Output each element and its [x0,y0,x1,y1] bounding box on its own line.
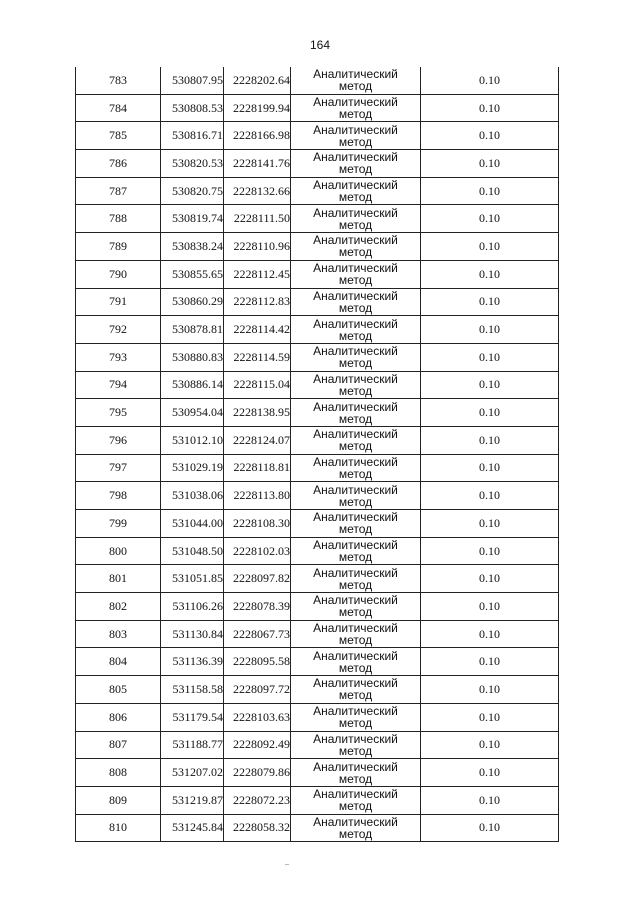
y-coordinate-cell: 2228108.30 [224,510,291,538]
precision-cell: 0.10 [421,786,559,814]
precision-cell: 0.10 [421,814,559,842]
precision-cell: 0.10 [421,731,559,759]
method-text-line: Аналитический [313,399,398,414]
point-number-cell: 810 [76,814,161,842]
point-number-cell: 787 [76,177,161,205]
precision-cell: 0.10 [421,399,559,427]
table-row [76,537,559,565]
precision-cell: 0.10 [421,703,559,731]
method-cell [291,150,421,178]
y-coordinate-cell: 2228114.42 [224,316,291,344]
method-cell [291,67,421,94]
method-text-line: метод [338,328,373,343]
y-coordinate-cell: 2228141.76 [224,150,291,178]
precision-cell: 0.10 [421,260,559,288]
method-text-line: метод [338,134,373,149]
precision-cell: 0.10 [421,371,559,399]
method-text-line: метод [338,660,373,675]
method-cell [291,288,421,316]
point-number-cell: 802 [76,593,161,621]
x-coordinate-cell: 530816.71 [161,122,224,150]
y-coordinate-cell: 2228097.82 [224,565,291,593]
table-row [76,426,559,454]
method-text-line: метод [338,411,373,426]
y-coordinate-cell: 2228067.73 [224,620,291,648]
x-coordinate-cell: 530954.04 [161,399,224,427]
y-coordinate-cell: 2228166.98 [224,122,291,150]
point-number-cell: 785 [76,122,161,150]
y-coordinate-cell: 2228072.23 [224,786,291,814]
method-text-line: Аналитический [313,759,398,774]
method-cell [291,343,421,371]
y-coordinate-cell: 2228097.72 [224,676,291,704]
method-text-line: Аналитический [313,122,398,137]
point-number-cell: 783 [76,67,161,94]
coordinates-table-body [76,67,559,842]
x-coordinate-cell: 531207.02 [161,759,224,787]
x-coordinate-cell: 531245.84 [161,814,224,842]
x-coordinate-cell: 530808.53 [161,94,224,122]
method-cell [291,371,421,399]
method-cell [291,260,421,288]
point-number-cell: 798 [76,482,161,510]
method-text-line: Аналитический [313,814,398,829]
method-cell [291,648,421,676]
method-text-line: метод [338,688,373,703]
method-text-line: метод [338,633,373,648]
method-text-line: метод [338,356,373,371]
point-number-cell: 791 [76,288,161,316]
method-cell [291,177,421,205]
table-row [76,288,559,316]
method-text-line: метод [338,716,373,731]
table-row [76,399,559,427]
point-number-cell: 808 [76,759,161,787]
method-cell [291,565,421,593]
method-text-line: Аналитический [313,676,398,691]
precision-cell: 0.10 [421,426,559,454]
method-cell [291,122,421,150]
point-number-cell: 789 [76,233,161,261]
table-row [76,454,559,482]
point-number-cell: 803 [76,620,161,648]
precision-cell: 0.10 [421,676,559,704]
point-number-cell: 800 [76,537,161,565]
table-row [76,316,559,344]
method-cell [291,759,421,787]
table-row [76,648,559,676]
precision-cell: 0.10 [421,648,559,676]
x-coordinate-cell: 531048.50 [161,537,224,565]
x-coordinate-cell: 531179.54 [161,703,224,731]
y-coordinate-cell: 2228078.39 [224,593,291,621]
x-coordinate-cell: 530880.83 [161,343,224,371]
table-row [76,260,559,288]
method-cell [291,454,421,482]
method-cell [291,731,421,759]
y-coordinate-cell: 2228138.95 [224,399,291,427]
precision-cell: 0.10 [421,759,559,787]
x-coordinate-cell: 531051.85 [161,565,224,593]
table-row [76,676,559,704]
method-cell [291,205,421,233]
method-cell [291,426,421,454]
y-coordinate-cell: 2228112.45 [224,260,291,288]
method-text-line: метод [338,300,373,315]
method-text-line: метод [338,79,373,94]
point-number-cell: 804 [76,648,161,676]
y-coordinate-cell: 2228079.86 [224,759,291,787]
method-text-line: метод [338,605,373,620]
method-text-line: Аналитический [313,704,398,719]
y-coordinate-cell: 2228115.04 [224,371,291,399]
method-text-line: Аналитический [313,621,398,636]
table-row [76,67,559,94]
table-row [76,482,559,510]
x-coordinate-cell: 531158.58 [161,676,224,704]
table-row [76,343,559,371]
method-cell [291,703,421,731]
method-text-line: метод [338,494,373,509]
y-coordinate-cell: 2228058.32 [224,814,291,842]
precision-cell: 0.10 [421,510,559,538]
method-text-line: Аналитический [313,261,398,276]
method-text-line: Аналитический [313,482,398,497]
point-number-cell: 786 [76,150,161,178]
x-coordinate-cell: 531029.19 [161,454,224,482]
x-coordinate-cell: 530838.24 [161,233,224,261]
table-row [76,786,559,814]
x-coordinate-cell: 530820.53 [161,150,224,178]
method-cell [291,482,421,510]
table-row [76,122,559,150]
method-text-line: метод [338,799,373,814]
method-cell [291,786,421,814]
method-text-line: Аналитический [313,67,398,82]
table-row [76,731,559,759]
x-coordinate-cell: 531038.06 [161,482,224,510]
table-row [76,150,559,178]
method-text-line: метод [338,273,373,288]
method-text-line: Аналитический [313,371,398,386]
y-coordinate-cell: 2228132.66 [224,177,291,205]
precision-cell: 0.10 [421,482,559,510]
point-number-cell: 809 [76,786,161,814]
table-row [76,233,559,261]
method-text-line: метод [338,107,373,122]
precision-cell: 0.10 [421,67,559,94]
x-coordinate-cell: 530855.65 [161,260,224,288]
method-cell [291,399,421,427]
point-number-cell: 801 [76,565,161,593]
method-text-line: Аналитический [313,178,398,193]
table-row [76,814,559,842]
method-text-line: Аналитический [313,648,398,663]
precision-cell: 0.10 [421,122,559,150]
point-number-cell: 799 [76,510,161,538]
y-coordinate-cell: 2228124.07 [224,426,291,454]
method-text-line: Аналитический [313,427,398,442]
point-number-cell: 792 [76,316,161,344]
precision-cell: 0.10 [421,593,559,621]
coordinates-table [75,67,559,842]
table-row [76,371,559,399]
x-coordinate-cell: 530860.29 [161,288,224,316]
table-row [76,510,559,538]
point-number-cell: 793 [76,343,161,371]
method-cell [291,233,421,261]
method-text-line: Аналитический [313,344,398,359]
y-coordinate-cell: 2228114.59 [224,343,291,371]
precision-cell: 0.10 [421,205,559,233]
table-row [76,205,559,233]
x-coordinate-cell: 531130.84 [161,620,224,648]
x-coordinate-cell: 530878.81 [161,316,224,344]
method-text-line: Аналитический [313,593,398,608]
y-coordinate-cell: 2228112.83 [224,288,291,316]
x-coordinate-cell: 530820.75 [161,177,224,205]
point-number-cell: 788 [76,205,161,233]
x-coordinate-cell: 530807.95 [161,67,224,94]
x-coordinate-cell: 531044.00 [161,510,224,538]
method-cell [291,593,421,621]
method-text-line: Аналитический [313,150,398,165]
method-text-line: метод [338,245,373,260]
point-number-cell: 806 [76,703,161,731]
point-number-cell: 784 [76,94,161,122]
precision-cell: 0.10 [421,454,559,482]
y-coordinate-cell: 2228110.96 [224,233,291,261]
method-text-line: Аналитический [313,205,398,220]
y-coordinate-cell: 2228092.49 [224,731,291,759]
method-text-line: Аналитический [313,316,398,331]
table-row [76,620,559,648]
method-cell [291,510,421,538]
method-cell [291,620,421,648]
point-number-cell: 795 [76,399,161,427]
method-text-line: Аналитический [313,731,398,746]
precision-cell: 0.10 [421,288,559,316]
y-coordinate-cell: 2228118.81 [224,454,291,482]
y-coordinate-cell: 2228095.58 [224,648,291,676]
precision-cell: 0.10 [421,343,559,371]
method-text-line: Аналитический [313,510,398,525]
y-coordinate-cell: 2228102.03 [224,537,291,565]
y-coordinate-cell: 2228113.80 [224,482,291,510]
table-row [76,94,559,122]
method-text-line: Аналитический [313,288,398,303]
point-number-cell: 805 [76,676,161,704]
method-text-line: метод [338,771,373,786]
precision-cell: 0.10 [421,94,559,122]
table-row [76,593,559,621]
method-text-line: метод [338,550,373,565]
point-number-cell: 794 [76,371,161,399]
x-coordinate-cell: 531188.77 [161,731,224,759]
table-row [76,703,559,731]
method-text-line: метод [338,466,373,481]
method-cell [291,316,421,344]
point-number-cell: 790 [76,260,161,288]
precision-cell: 0.10 [421,233,559,261]
x-coordinate-cell: 530819.74 [161,205,224,233]
precision-cell: 0.10 [421,620,559,648]
method-text-line: метод [338,190,373,205]
x-coordinate-cell: 531012.10 [161,426,224,454]
y-coordinate-cell: 2228199.94 [224,94,291,122]
y-coordinate-cell: 2228111.50 [224,205,291,233]
method-cell [291,814,421,842]
method-text-line: метод [338,439,373,454]
method-text-line: Аналитический [313,538,398,553]
method-text-line: метод [338,162,373,177]
method-cell [291,94,421,122]
x-coordinate-cell: 531136.39 [161,648,224,676]
x-coordinate-cell: 531219.87 [161,786,224,814]
point-number-cell: 797 [76,454,161,482]
table-row [76,759,559,787]
y-coordinate-cell: 2228202.64 [224,67,291,94]
method-text-line: Аналитический [313,233,398,248]
method-cell [291,537,421,565]
table-row [76,565,559,593]
method-text-line: метод [338,826,373,841]
scan-mark [285,864,289,865]
method-text-line: Аналитический [313,787,398,802]
precision-cell: 0.10 [421,177,559,205]
method-text-line: Аналитический [313,565,398,580]
precision-cell: 0.10 [421,316,559,344]
method-text-line: Аналитический [313,95,398,110]
table-row [76,177,559,205]
method-cell [291,676,421,704]
method-text-line: метод [338,383,373,398]
point-number-cell: 807 [76,731,161,759]
method-text-line: метод [338,577,373,592]
precision-cell: 0.10 [421,537,559,565]
page-number: 164 [309,38,331,52]
method-text-line: Аналитический [313,454,398,469]
point-number-cell: 796 [76,426,161,454]
x-coordinate-cell: 531106.26 [161,593,224,621]
precision-cell: 0.10 [421,150,559,178]
x-coordinate-cell: 530886.14 [161,371,224,399]
method-text-line: метод [338,217,373,232]
method-text-line: метод [338,743,373,758]
precision-cell: 0.10 [421,565,559,593]
y-coordinate-cell: 2228103.63 [224,703,291,731]
method-text-line: метод [338,522,373,537]
